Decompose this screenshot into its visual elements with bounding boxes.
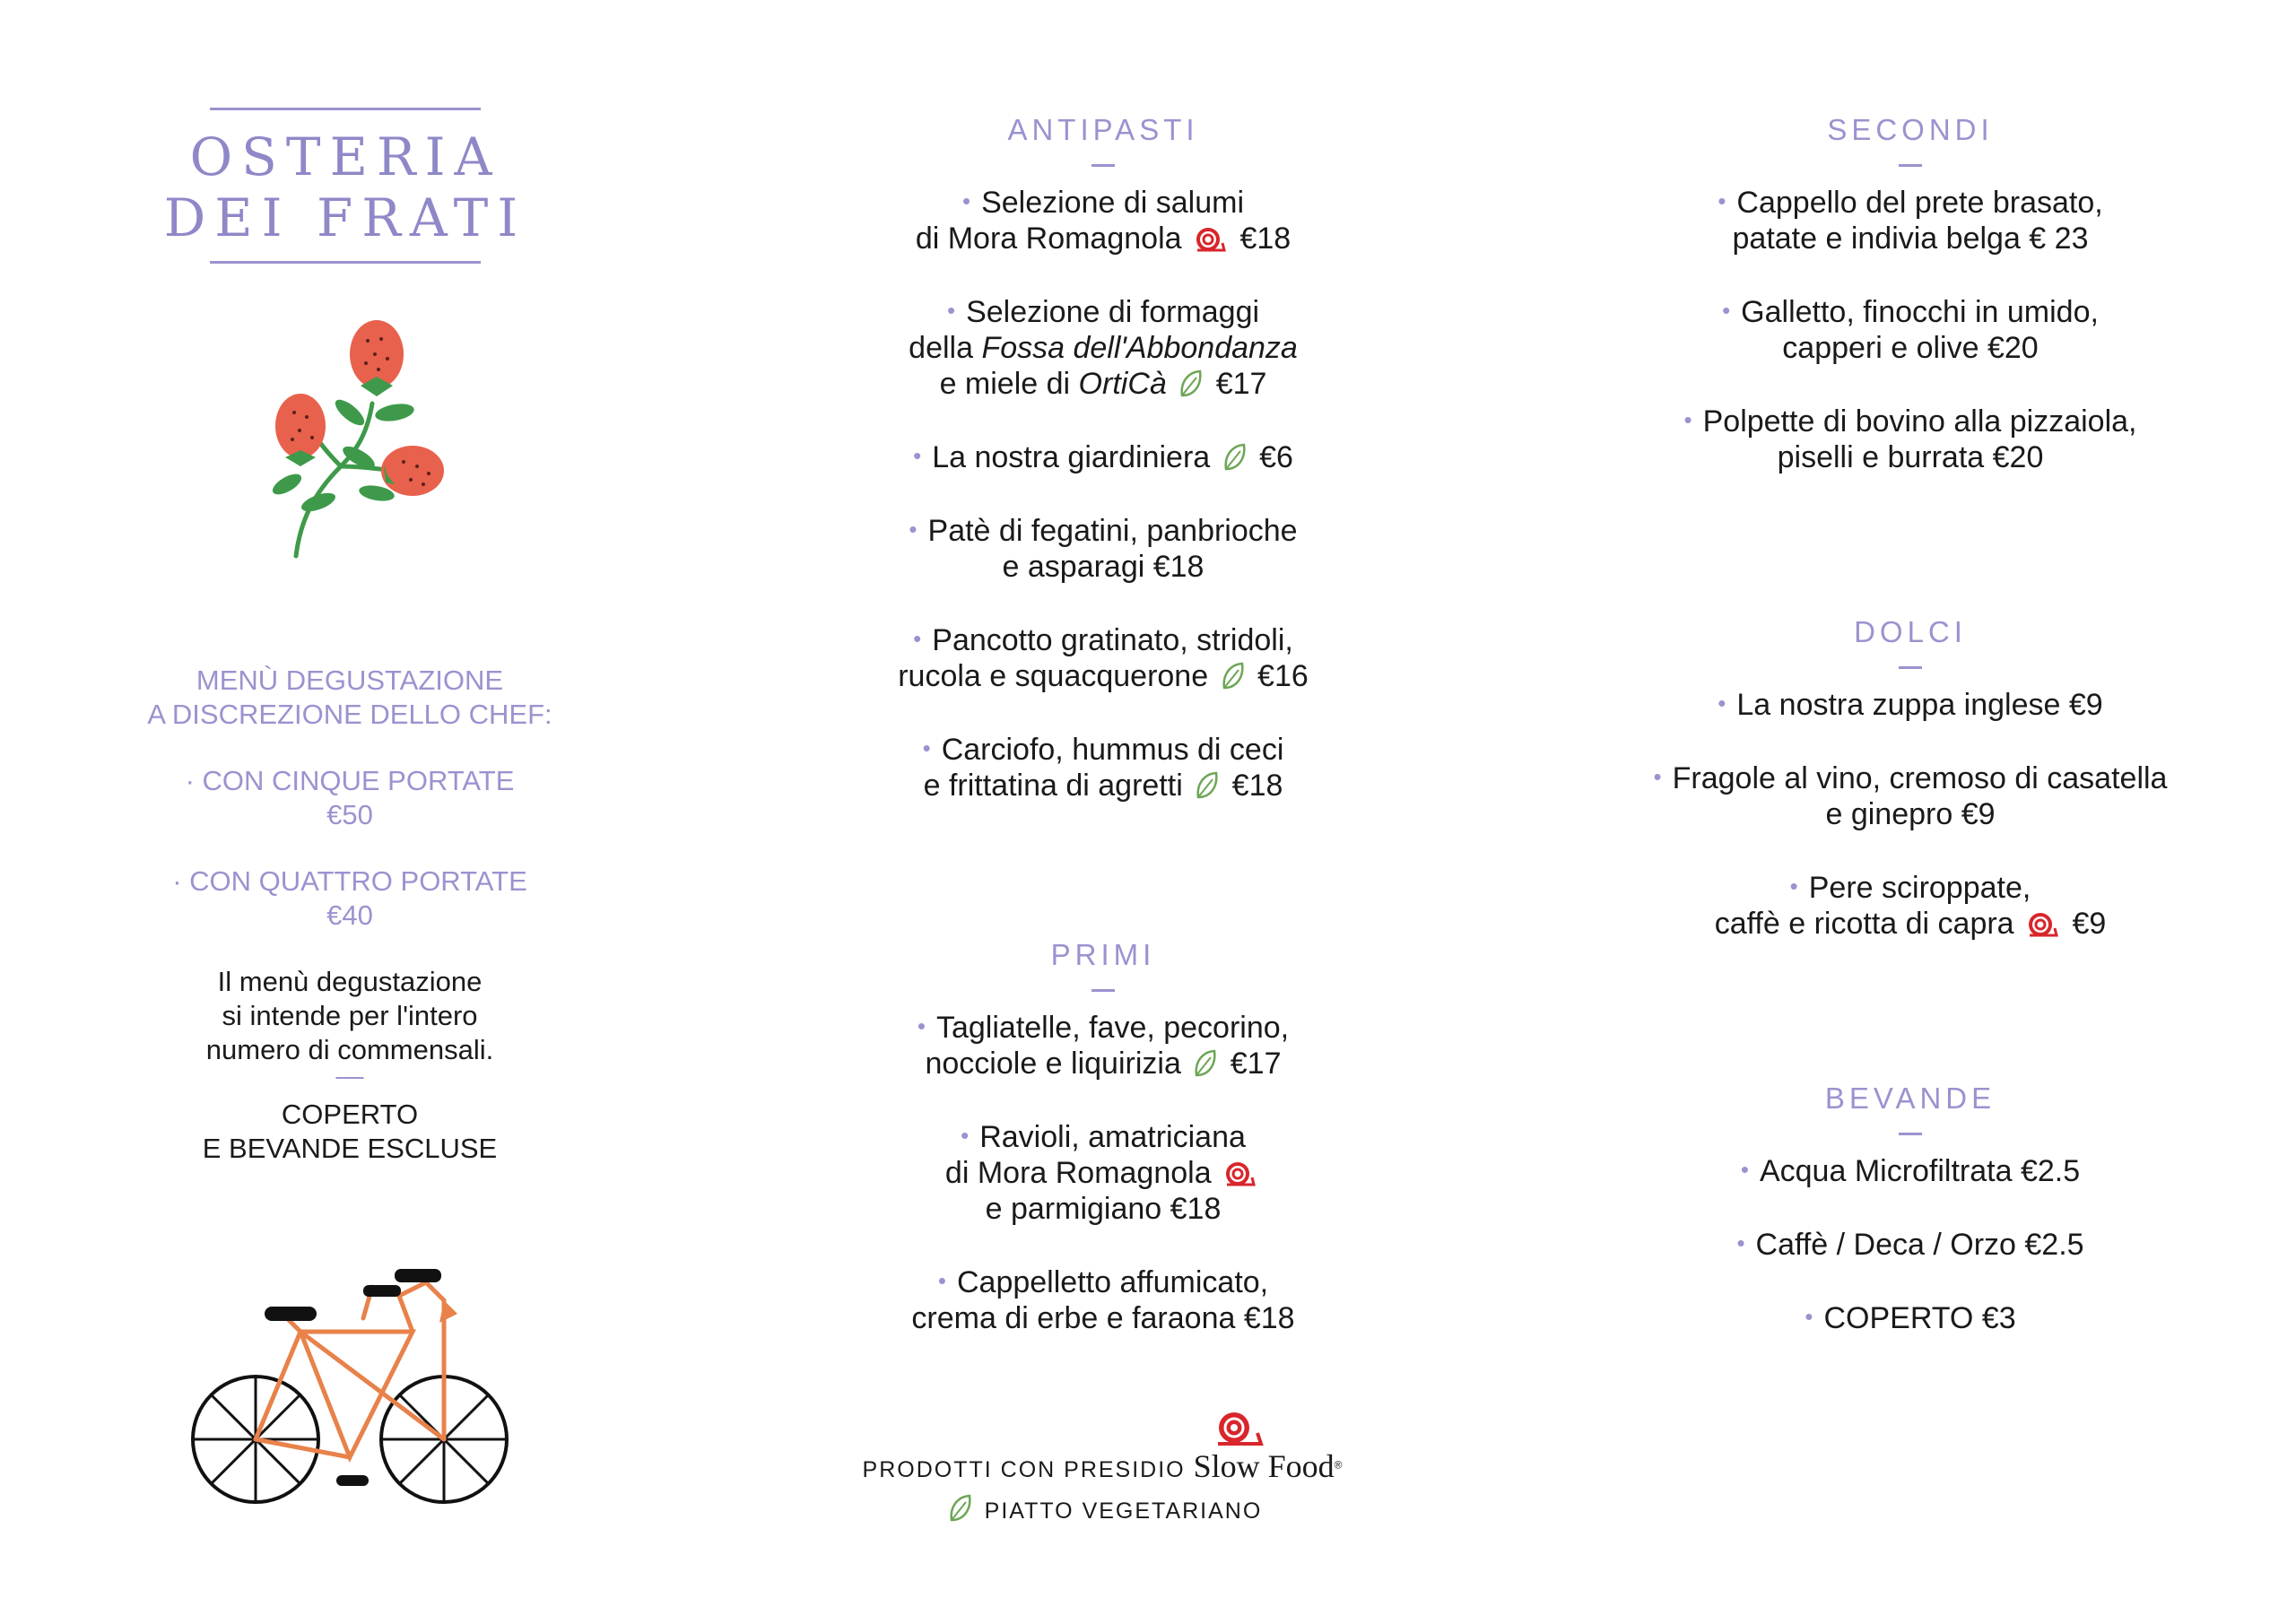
- brand-rule-bottom: [210, 261, 481, 264]
- secondi-dash: [1899, 164, 1922, 167]
- vegetarian-leaf-icon: [1222, 442, 1248, 473]
- vegetarian-leaf-icon: [948, 1493, 973, 1524]
- legend-vegetarian-text: PIATTO VEGETARIANO: [984, 1498, 1263, 1524]
- menu-item: • Selezione di formaggi della Fossa dell'Abbondanza e miele di OrtiCà €17: [909, 295, 1298, 401]
- section-secondi: [1570, 112, 2251, 511]
- secondi-title: SECONDI: [1827, 113, 1994, 146]
- slow-food-snail-icon: [2026, 912, 2060, 939]
- menu-item: • Fragole al vino, cremoso di casatella e ginepro €9: [1653, 761, 2168, 831]
- slow-food-snail-logo-icon: [1211, 1408, 1265, 1447]
- menu-item: • Galletto, finocchi in umido, capperi e olive €20: [1722, 295, 2099, 365]
- bevande-title: BEVANDE: [1824, 1081, 1996, 1115]
- menu-item: • Acqua Microfiltrata €2.5: [1740, 1154, 2081, 1188]
- tasting-title-2: A DISCREZIONE DELLO CHEF:: [147, 699, 552, 730]
- cover-note-2: E BEVANDE ESCLUSE: [202, 1133, 498, 1164]
- menu-item: • Cappello del prete brasato, patate e indivia belga € 23: [1718, 186, 2103, 256]
- vegetarian-leaf-icon: [1178, 369, 1204, 399]
- tasting-option-five: · CON CINQUE PORTATE: [185, 765, 515, 796]
- antipasti-title: ANTIPASTI: [1007, 113, 1199, 146]
- legend-vegetarian: [807, 1493, 1399, 1524]
- vegetarian-leaf-icon: [1195, 770, 1220, 801]
- strawberry-illustration: [260, 314, 457, 565]
- menu-item: • Selezione di salumi di Mora Romagnola €18: [915, 186, 1292, 256]
- legend-slow-food: PRODOTTI CON PRESIDIO Slow Food®: [807, 1408, 1399, 1485]
- dolci-dash: [1899, 666, 1922, 669]
- tasting-note-1: Il menù degustazione: [217, 966, 483, 997]
- dolci-title: DOLCI: [1854, 615, 1967, 648]
- tasting-option-five-price: €50: [326, 799, 373, 830]
- section-bevande: [1570, 1081, 2251, 1372]
- strawberry-left: [275, 394, 326, 458]
- tasting-menu: [108, 664, 592, 1166]
- brand-header: [152, 108, 538, 264]
- tasting-note-2: si intende per l'intero: [222, 1000, 478, 1031]
- brand-title: OSTERIA DEI FRATI: [163, 126, 527, 248]
- menu-item: • Polpette di bovino alla pizzaiola, piselli e burrata €20: [1683, 404, 2137, 474]
- tasting-option-four: · CON QUATTRO PORTATE: [172, 865, 527, 897]
- cover-note-1: COPERTO: [281, 1099, 419, 1130]
- vegetarian-leaf-icon: [1221, 661, 1246, 691]
- menu-item: • Pancotto gratinato, stridoli, rucola e squacquerone €16: [898, 623, 1309, 693]
- vegetarian-leaf-icon: [1193, 1048, 1218, 1079]
- primi-dash: [1091, 989, 1115, 992]
- bevande-dash: [1899, 1133, 1922, 1135]
- bike-saddle: [265, 1307, 317, 1321]
- bicycle-illustration: [184, 1260, 516, 1511]
- menu-item: • Tagliatelle, fave, pecorino, nocciole e liquirizia €17: [917, 1011, 1290, 1081]
- menu-item: • Carciofo, hummus di ceci e frittatina di agretti €18: [922, 733, 1284, 803]
- strawberry-right: [381, 446, 444, 496]
- tasting-option-four-price: €40: [326, 899, 373, 931]
- menu-item: • Patè di fegatini, panbrioche e asparagi €18: [909, 514, 1298, 584]
- menu-item: • Cappelletto affumicato, crema di erbe e faraona €18: [911, 1265, 1295, 1335]
- menu-item: • COPERTO €3: [1805, 1301, 2016, 1335]
- primi-title: PRIMI: [1050, 938, 1156, 971]
- menu-item: • La nostra zuppa inglese €9: [1718, 688, 2103, 722]
- menu-item: • Pere sciroppate, caffè e ricotta di capra €9: [1714, 871, 2107, 941]
- tasting-title-1: MENÙ DEGUSTAZIONE: [196, 665, 504, 696]
- tasting-note-3: numero di commensali.: [205, 1034, 494, 1065]
- section-primi: [807, 937, 1399, 1372]
- menu-item: • Caffè / Deca / Orzo €2.5: [1736, 1228, 2084, 1262]
- menu-item: • La nostra giardiniera €6: [913, 440, 1293, 474]
- section-dolci: [1570, 614, 2251, 977]
- legend-slow-food-text: PRODOTTI CON PRESIDIO: [862, 1457, 1186, 1482]
- antipasti-dash: [1091, 164, 1115, 167]
- menu-item: • Ravioli, amatriciana di Mora Romagnola e parmigiano €18: [807, 1117, 1399, 1227]
- tasting-dash: —: [335, 1060, 364, 1091]
- slow-food-snail-icon: [1223, 1161, 1257, 1188]
- section-antipasti: [807, 112, 1399, 839]
- slow-food-brand: Slow Food: [1193, 1448, 1335, 1484]
- slow-food-snail-icon: [1194, 227, 1228, 254]
